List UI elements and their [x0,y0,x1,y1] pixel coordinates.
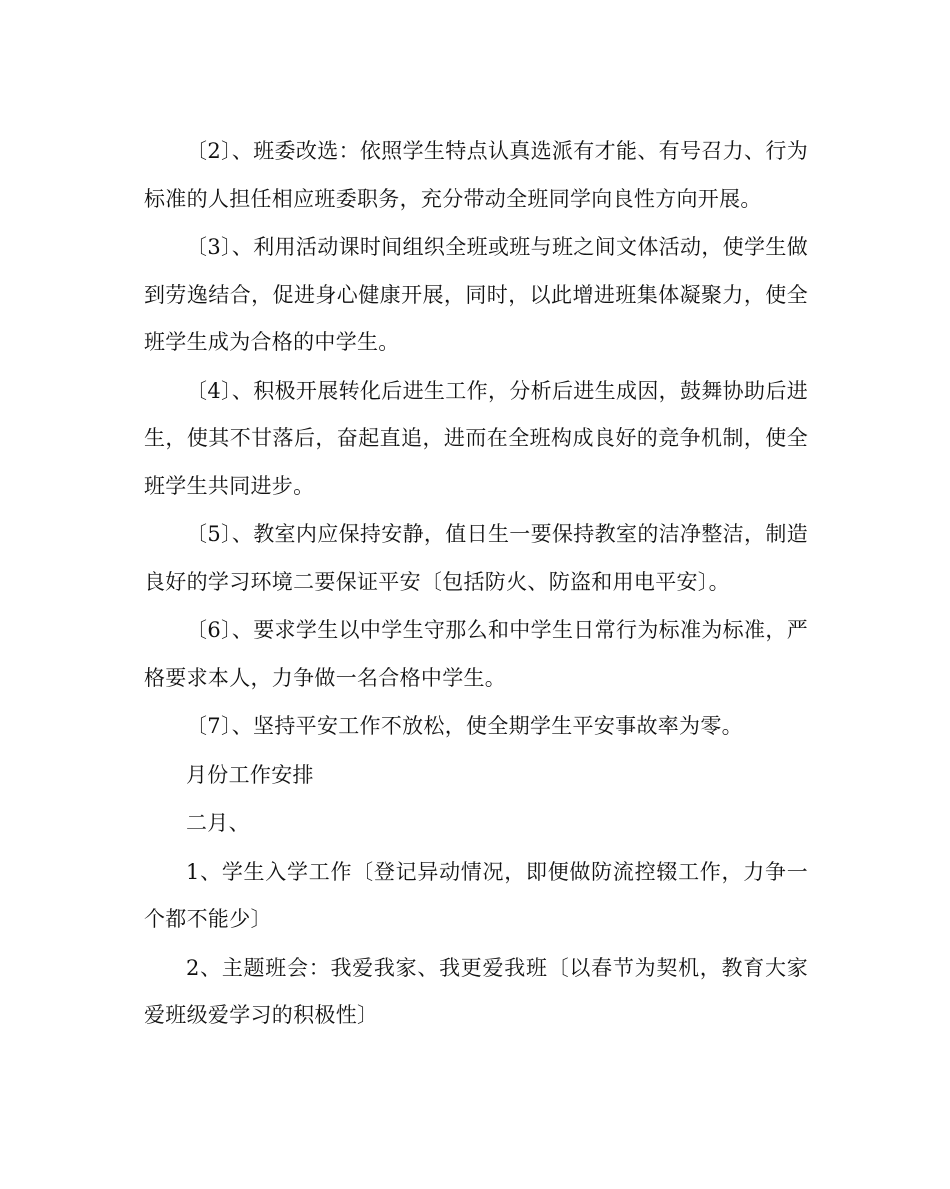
list-item-enrollment: 1、学生入学工作〔登记异动情况，即便做防流控辍工作，力争一个都不能少〕 [144,859,808,931]
paragraph-class-committee: 〔2〕、班委改选：依照学生特点认真选派有才能、有号召力、行为标准的人担任相应班委职务，充分带动全班同学向良性方向开展。 [144,139,808,211]
paragraph-underachievers: 〔4〕、积极开展转化后进生工作，分析后进生成因，鼓舞协助后进生，使其不甘落后，奋起直追，进而在全班构成良好的竞争机制，使全班学生共同进步。 [144,378,808,498]
section-heading-monthly-plan: 月份工作安排 [186,762,314,787]
paragraph-classroom: 〔5〕、教室内应保持安静，值日生一要保持教室的洁净整洁，制造良好的学习环境二要保证平安〔包括防火、防盗和用电平安〕。 [144,522,808,594]
month-heading-february: 二月、 [186,811,250,835]
list-item-class-meeting: 2、主题班会：我爱我家、我更爱我班〔以春节为契机，教育大家爱班级爱学习的积极性〕 [144,955,808,1027]
paragraph-rules: 〔6〕、要求学生以中学生守那么和中学生日常行为标准为标准，严格要求本人，力争做一名合格中学生。 [144,618,808,690]
paragraph-safety: 〔7〕、坚持平安工作不放松，使全期学生平安事故率为零。 [186,714,743,738]
document-body [144,128,808,1041]
paragraph-activities: 〔3〕、利用活动课时间组织全班或班与班之间文体活动，使学生做到劳逸结合，促进身心健康开展，同时，以此增进班集体凝聚力，使全班学生成为合格的中学生。 [144,235,808,354]
